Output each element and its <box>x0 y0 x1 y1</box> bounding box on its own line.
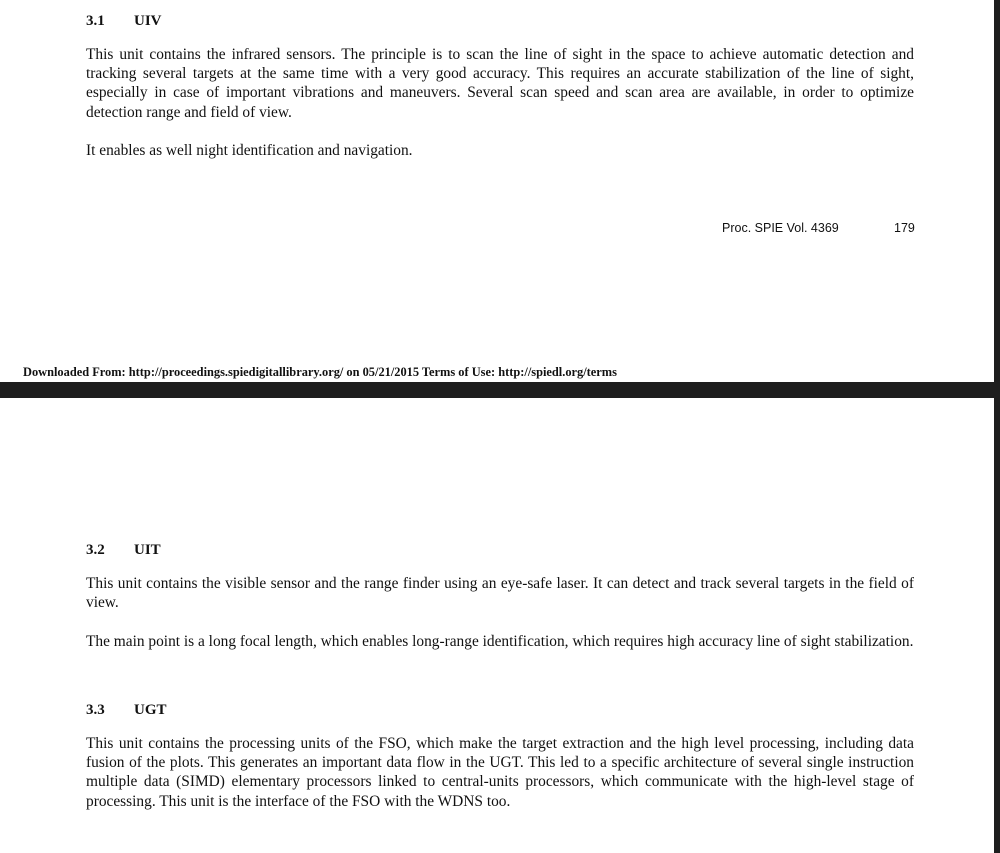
paragraph-uit-sensor: This unit contains the visible sensor and the range finder using an eye-safe laser. It can detect and track several targets in the field of view. <box>86 575 914 612</box>
pdf-page-179 <box>0 0 994 382</box>
paragraph-uiv-night: It enables as well night identification and navigation. <box>86 142 413 159</box>
page-separator <box>0 382 1000 398</box>
section-title: UGT <box>134 702 167 718</box>
paragraph-ugt-processing: This unit contains the processing units of the FSO, which make the target extraction and the high level processing, including data fusion of the plots. This generates an important data flow in the UGT. This led to a specific architecture of several single instruction multiple data (SIMD) elementary processors linked to central-units processors, which communicate with the high-level stage of processing. This unit is the interface of the FSO with the WDNS too. <box>86 735 914 810</box>
section-title: UIV <box>134 13 162 29</box>
section-title: UIT <box>134 542 161 558</box>
section-number: 3.2 <box>86 542 105 558</box>
footer-page-number: 179 <box>894 221 915 235</box>
paragraph-uit-focal: The main point is a long focal length, which enables long-range identification, which requires high accuracy line of sight stabilization. <box>86 633 914 650</box>
section-number: 3.1 <box>86 13 105 29</box>
pdf-page-next <box>0 398 994 853</box>
section-heading-3-1 <box>86 12 162 30</box>
footer-proceedings-label: Proc. SPIE Vol. 4369 <box>722 221 839 235</box>
section-number: 3.3 <box>86 702 105 718</box>
viewer-scroll-edge <box>994 0 1000 853</box>
download-notice: Downloaded From: http://proceedings.spiedigitallibrary.org/ on 05/21/2015 Terms of Use: http://spiedl.org/terms <box>23 365 617 379</box>
section-heading-3-3 <box>86 701 167 719</box>
section-heading-3-2 <box>86 541 161 559</box>
paragraph-uiv-description: This unit contains the infrared sensors. The principle is to scan the line of sight in the space to achieve automatic detection and tracking several targets at the same time with a very good accuracy. This requires an accurate stabilization of the line of sight, especially in case of important vibrations and maneuvers. Several scan speed and scan area are available, in order to optimize detection range and field of view. <box>86 46 914 121</box>
